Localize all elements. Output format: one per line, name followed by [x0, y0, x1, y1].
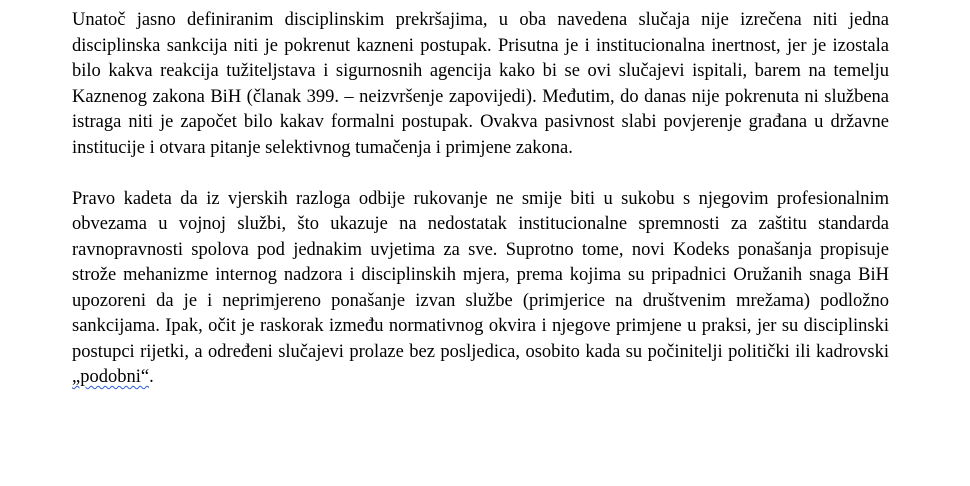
- paragraph-1-text: Unatoč jasno definiranim disciplinskim prekršajima, u oba navedena slučaja nije izrečena niti jedna disciplinska sankcija niti je pokrenut kazneni postupak. Prisutna je i institucionalna inertnost, jer je izostala bilo kakva reakcija tužiteljstava i sigurnosnih agencija kako bi se ovi slučajevi ispitali, barem na temelju Kaznenog zakona BiH (članak 399. – neizvršenje zapovijedi). Međutim, do danas nije pokrenuta ni službena istraga niti je započet bilo kakav formalni postupak. Ovakva pasivnost slabi povjerenje građana u državne institucije i otvara pitanje selektivnog tumačenja i primjene zakona.: [72, 10, 889, 158]
- document-page: [72, 8, 889, 391]
- paragraph-2-text: Pravo kadeta da iz vjerskih razloga odbije rukovanje ne smije biti u sukobu s njegovim profesionalnim obvezama u vojnoj službi, što ukazuje na nedostatak institucionalne spremnosti za zaštitu standarda ravnopravnosti spolova pod jednakim uvjetima za sve. Suprotno tome, novi Kodeks ponašanja propisuje strože mehanizme internog nadzora i disciplinskih mjera, prema kojima su pripadnici Oružanih snaga BiH upozoreni da je i neprimjereno ponašanje izvan službe (primjerice na društvenim mrežama) podložno sankcijama. Ipak, očit je raskorak između normativnog okvira i njegove primjene u praksi, jer su disciplinski postupci rijetki, a određeni slučajevi prolaze bez posljedica, osobito kada su počinitelji politički ili kadrovski: [72, 188, 889, 362]
- paragraph-1[interactable]: [72, 8, 889, 161]
- spellcheck-flagged-word[interactable]: „podobni“: [72, 367, 150, 387]
- paragraph-2[interactable]: [72, 187, 889, 391]
- paragraph-2-end: .: [149, 367, 154, 387]
